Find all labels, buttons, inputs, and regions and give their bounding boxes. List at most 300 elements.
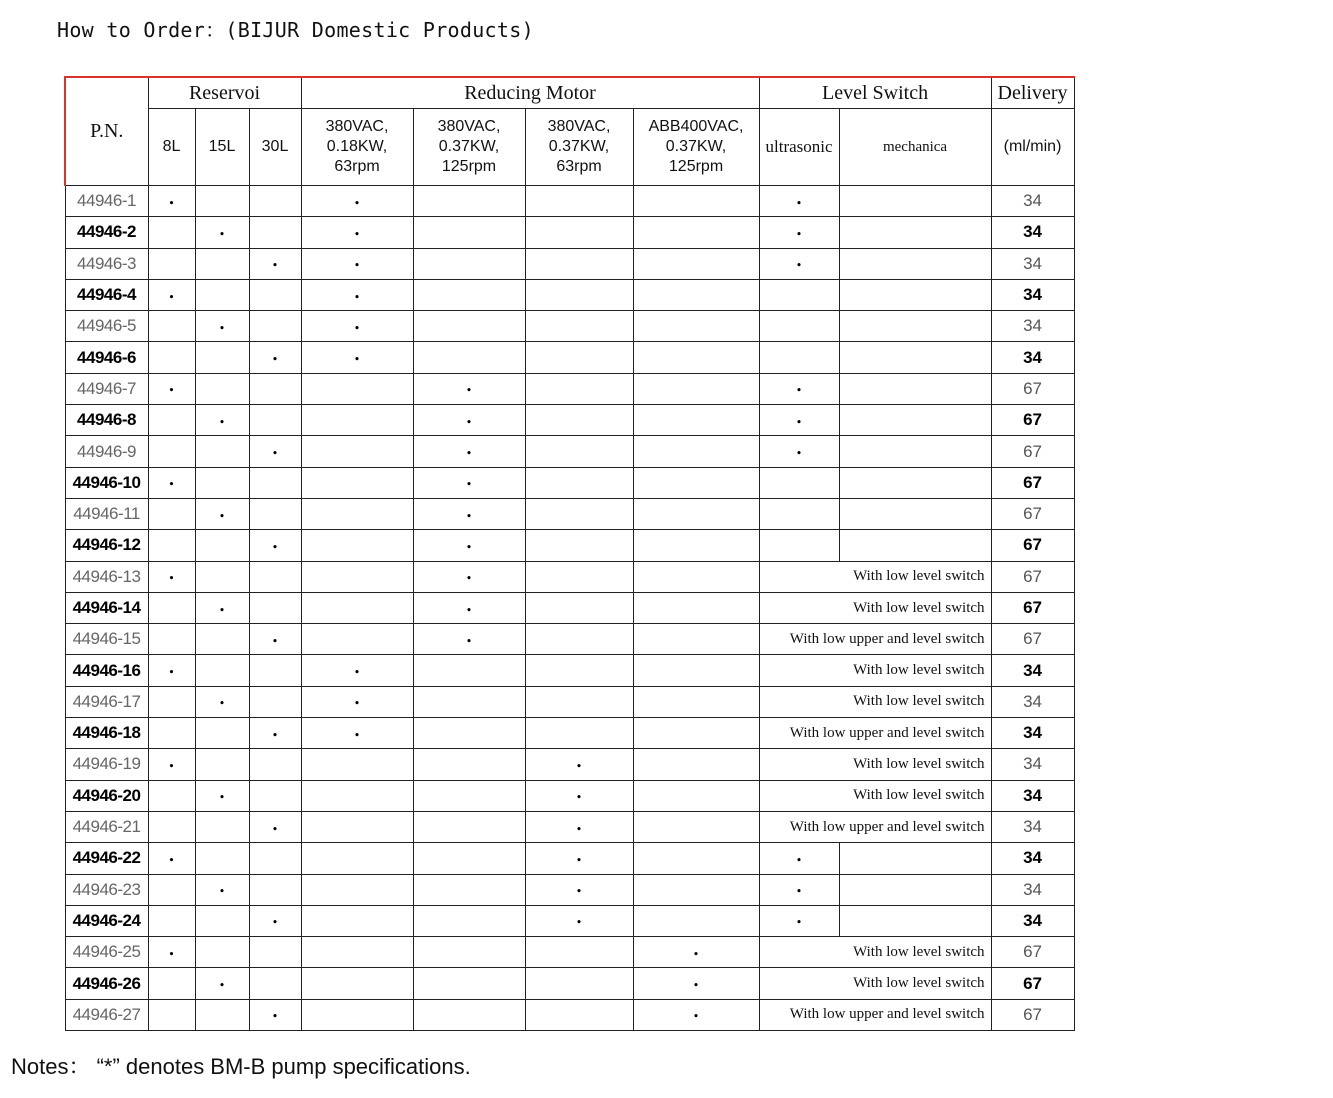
motor-3-cell xyxy=(525,186,633,217)
reservoir-8l-cell xyxy=(148,248,195,279)
reservoir-8l-cell xyxy=(148,405,195,436)
motor-2-cell xyxy=(413,311,525,342)
reservoir-30l-cell xyxy=(249,311,301,342)
delivery-cell: 34 xyxy=(991,342,1074,373)
selected-dot-icon: • xyxy=(795,916,803,930)
reservoir-15l-cell xyxy=(195,217,249,248)
ultrasonic-cell xyxy=(759,874,839,905)
reservoir-15l-cell xyxy=(195,937,249,968)
reservoir-30l-cell xyxy=(249,811,301,842)
selected-dot-icon: • xyxy=(795,885,803,899)
selected-dot-icon: • xyxy=(353,353,361,367)
motor-3-cell xyxy=(525,373,633,404)
reservoir-8l-cell xyxy=(148,686,195,717)
level-switch-text-cell: With low upper and level switch xyxy=(759,811,991,842)
motor-3-cell xyxy=(525,561,633,592)
mechanical-header: mechanica xyxy=(839,109,991,186)
motor-4-cell xyxy=(633,874,759,905)
pn-header: P.N. xyxy=(65,77,148,186)
motor-4-cell xyxy=(633,686,759,717)
selected-dot-icon: • xyxy=(575,885,583,899)
motor-3-cell xyxy=(525,436,633,467)
part-number-cell: 44946-11 xyxy=(65,498,148,529)
notes-text: Notes： “*” denotes BM-B pump specifications. xyxy=(11,1054,471,1079)
selected-dot-icon: • xyxy=(271,822,279,836)
reservoir-15l-cell xyxy=(195,561,249,592)
reservoir-8l-cell xyxy=(148,655,195,686)
reservoir-30l-cell xyxy=(249,498,301,529)
motor-4-cell xyxy=(633,405,759,436)
selected-dot-icon: • xyxy=(795,415,803,429)
motor-2-cell xyxy=(413,248,525,279)
mechanical-cell xyxy=(839,186,991,217)
selected-dot-icon: • xyxy=(465,603,473,617)
motor-1-cell xyxy=(301,874,413,905)
motor-1-cell xyxy=(301,780,413,811)
ultrasonic-cell xyxy=(759,467,839,498)
motor-3-cell xyxy=(525,342,633,373)
delivery-cell: 34 xyxy=(991,843,1074,874)
ultrasonic-cell xyxy=(759,279,839,310)
motor-4-cell xyxy=(633,186,759,217)
part-number-cell: 44946-1 xyxy=(65,186,148,217)
motor-2-cell xyxy=(413,373,525,404)
selected-dot-icon: • xyxy=(465,540,473,554)
reservoir-15l-cell xyxy=(195,999,249,1030)
motor-2-cell xyxy=(413,843,525,874)
part-number-cell: 44946-10 xyxy=(65,467,148,498)
motor-2-cell xyxy=(413,186,525,217)
mechanical-cell xyxy=(839,905,991,936)
motor-2-cell xyxy=(413,624,525,655)
selected-dot-icon: • xyxy=(575,822,583,836)
motor-2-cell xyxy=(413,561,525,592)
motor-3-header: 380VAC, 0.37KW, 63rpm xyxy=(525,109,633,186)
part-number-cell: 44946-21 xyxy=(65,811,148,842)
delivery-cell: 34 xyxy=(991,217,1074,248)
motor-2-cell xyxy=(413,655,525,686)
motor-2-cell xyxy=(413,937,525,968)
motor-3-cell xyxy=(525,811,633,842)
table-row xyxy=(65,279,1074,310)
selected-dot-icon: • xyxy=(168,478,175,492)
delivery-cell: 67 xyxy=(991,561,1074,592)
motor-3-cell xyxy=(525,655,633,686)
motor-4-cell xyxy=(633,592,759,623)
reservoir-8l-cell xyxy=(148,373,195,404)
delivery-cell: 67 xyxy=(991,373,1074,404)
reservoir-15l-cell xyxy=(195,248,249,279)
reservoir-15l-cell xyxy=(195,749,249,780)
motor-2-cell xyxy=(413,530,525,561)
reservoir-15l-cell xyxy=(195,279,249,310)
selected-dot-icon: • xyxy=(465,634,473,648)
reservoir-8l-header: 8L xyxy=(148,109,195,186)
delivery-cell: 34 xyxy=(991,811,1074,842)
motor-3-cell xyxy=(525,937,633,968)
order-table xyxy=(64,76,1075,1031)
selected-dot-icon: • xyxy=(218,885,226,899)
delivery-cell: 34 xyxy=(991,905,1074,936)
motor-4-cell xyxy=(633,561,759,592)
motor-2-cell xyxy=(413,686,525,717)
selected-dot-icon: • xyxy=(795,853,803,867)
table-row xyxy=(65,874,1074,905)
motor-1-cell xyxy=(301,999,413,1030)
reservoir-30l-cell xyxy=(249,530,301,561)
selected-dot-icon: • xyxy=(465,415,473,429)
level-switch-text-cell: With low level switch xyxy=(759,655,991,686)
selected-dot-icon: • xyxy=(271,540,279,554)
ultrasonic-cell xyxy=(759,217,839,248)
part-number-cell: 44946-20 xyxy=(65,780,148,811)
motor-1-cell xyxy=(301,311,413,342)
selected-dot-icon: • xyxy=(353,196,361,210)
part-number-cell: 44946-6 xyxy=(65,342,148,373)
motor-1-cell xyxy=(301,373,413,404)
selected-dot-icon: • xyxy=(692,979,700,993)
table-row xyxy=(65,530,1074,561)
table-row xyxy=(65,686,1074,717)
mechanical-cell xyxy=(839,311,991,342)
reservoir-15l-cell xyxy=(195,686,249,717)
motor-4-cell xyxy=(633,968,759,999)
motor-3-cell xyxy=(525,248,633,279)
motor-4-cell xyxy=(633,937,759,968)
motor-4-cell xyxy=(633,311,759,342)
reservoir-8l-cell xyxy=(148,843,195,874)
motor-3-cell xyxy=(525,530,633,561)
table-row xyxy=(65,655,1074,686)
reservoir-15l-cell xyxy=(195,874,249,905)
delivery-cell: 34 xyxy=(991,311,1074,342)
motor-1-cell xyxy=(301,749,413,780)
selected-dot-icon: • xyxy=(218,697,226,711)
delivery-cell: 34 xyxy=(991,780,1074,811)
motor-3-cell xyxy=(525,999,633,1030)
selected-dot-icon: • xyxy=(692,1010,700,1024)
part-number-cell: 44946-4 xyxy=(65,279,148,310)
selected-dot-icon: • xyxy=(575,853,583,867)
selected-dot-icon: • xyxy=(353,290,361,304)
reservoir-15l-cell xyxy=(195,624,249,655)
table-row xyxy=(65,937,1074,968)
motor-3-cell xyxy=(525,592,633,623)
reservoir-8l-cell xyxy=(148,279,195,310)
motor-4-header: ABB400VAC, 0.37KW, 125rpm xyxy=(633,109,759,186)
selected-dot-icon: • xyxy=(353,666,361,680)
motor-2-cell xyxy=(413,968,525,999)
table-row xyxy=(65,561,1074,592)
reservoir-8l-cell xyxy=(148,937,195,968)
part-number-cell: 44946-9 xyxy=(65,436,148,467)
selected-dot-icon: • xyxy=(271,447,279,461)
delivery-cell: 34 xyxy=(991,686,1074,717)
delivery-cell: 34 xyxy=(991,718,1074,749)
part-number-cell: 44946-24 xyxy=(65,905,148,936)
motor-2-cell xyxy=(413,811,525,842)
reservoir-15l-cell xyxy=(195,311,249,342)
reservoir-30l-cell xyxy=(249,968,301,999)
motor-1-cell xyxy=(301,811,413,842)
reservoir-30l-cell xyxy=(249,780,301,811)
motor-4-cell xyxy=(633,279,759,310)
motor-4-cell xyxy=(633,749,759,780)
reservoir-15l-cell xyxy=(195,811,249,842)
motor-1-cell xyxy=(301,248,413,279)
reservoir-8l-cell xyxy=(148,968,195,999)
motor-3-cell xyxy=(525,749,633,780)
reservoir-30l-cell xyxy=(249,405,301,436)
table-row xyxy=(65,811,1074,842)
reservoir-30l-cell xyxy=(249,843,301,874)
table-row xyxy=(65,498,1074,529)
reservoir-8l-cell xyxy=(148,311,195,342)
selected-dot-icon: • xyxy=(465,384,473,398)
ultrasonic-header: ultrasonic xyxy=(759,109,839,186)
part-number-cell: 44946-5 xyxy=(65,311,148,342)
table-row xyxy=(65,905,1074,936)
ultrasonic-cell xyxy=(759,530,839,561)
reservoir-8l-cell xyxy=(148,811,195,842)
level-switch-text-cell: With low level switch xyxy=(759,749,991,780)
selected-dot-icon: • xyxy=(575,791,583,805)
part-number-cell: 44946-15 xyxy=(65,624,148,655)
motor-3-cell xyxy=(525,686,633,717)
reservoir-30l-cell xyxy=(249,342,301,373)
motor-2-cell xyxy=(413,217,525,248)
delivery-cell: 34 xyxy=(991,279,1074,310)
part-number-cell: 44946-18 xyxy=(65,718,148,749)
selected-dot-icon: • xyxy=(795,196,803,210)
selected-dot-icon: • xyxy=(353,321,361,335)
reservoir-30l-cell xyxy=(249,186,301,217)
table-row xyxy=(65,999,1074,1030)
selected-dot-icon: • xyxy=(218,509,226,523)
motor-3-cell xyxy=(525,843,633,874)
selected-dot-icon: • xyxy=(795,259,803,273)
part-number-cell: 44946-19 xyxy=(65,749,148,780)
delivery-cell: 67 xyxy=(991,968,1074,999)
motor-1-cell xyxy=(301,718,413,749)
selected-dot-icon: • xyxy=(465,572,473,586)
delivery-cell: 67 xyxy=(991,530,1074,561)
motor-4-cell xyxy=(633,436,759,467)
motor-4-cell xyxy=(633,373,759,404)
selected-dot-icon: • xyxy=(168,196,175,210)
selected-dot-icon: • xyxy=(465,447,473,461)
motor-2-header: 380VAC, 0.37KW, 125rpm xyxy=(413,109,525,186)
table-row xyxy=(65,186,1074,217)
delivery-cell: 34 xyxy=(991,749,1074,780)
motor-1-cell xyxy=(301,342,413,373)
mechanical-cell xyxy=(839,342,991,373)
motor-1-cell xyxy=(301,592,413,623)
reservoir-8l-cell xyxy=(148,999,195,1030)
reservoir-30l-cell xyxy=(249,592,301,623)
reservoir-30l-cell xyxy=(249,248,301,279)
motor-1-cell xyxy=(301,686,413,717)
ultrasonic-cell xyxy=(759,248,839,279)
delivery-cell: 67 xyxy=(991,624,1074,655)
reservoir-8l-cell xyxy=(148,342,195,373)
motor-1-cell xyxy=(301,530,413,561)
ultrasonic-cell xyxy=(759,843,839,874)
motor-4-cell xyxy=(633,843,759,874)
reservoir-8l-cell xyxy=(148,498,195,529)
selected-dot-icon: • xyxy=(218,321,226,335)
motor-3-cell xyxy=(525,498,633,529)
mechanical-cell xyxy=(839,498,991,529)
selected-dot-icon: • xyxy=(353,728,361,742)
selected-dot-icon: • xyxy=(168,666,175,680)
reservoir-15l-cell xyxy=(195,968,249,999)
part-number-cell: 44946-2 xyxy=(65,217,148,248)
selected-dot-icon: • xyxy=(271,634,279,648)
motor-2-cell xyxy=(413,279,525,310)
reducing-motor-header: Reducing Motor xyxy=(301,77,759,109)
selected-dot-icon: • xyxy=(465,509,473,523)
table-row xyxy=(65,248,1074,279)
selected-dot-icon: • xyxy=(353,697,361,711)
selected-dot-icon: • xyxy=(218,791,226,805)
reservoir-15l-cell xyxy=(195,843,249,874)
level-switch-header: Level Switch xyxy=(759,77,991,109)
selected-dot-icon: • xyxy=(271,259,279,273)
reservoir-8l-cell xyxy=(148,780,195,811)
motor-4-cell xyxy=(633,811,759,842)
motor-4-cell xyxy=(633,498,759,529)
motor-3-cell xyxy=(525,624,633,655)
reservoir-15l-cell xyxy=(195,718,249,749)
reservoir-15l-cell xyxy=(195,467,249,498)
selected-dot-icon: • xyxy=(795,447,803,461)
motor-2-cell xyxy=(413,874,525,905)
delivery-cell: 67 xyxy=(991,937,1074,968)
level-switch-text-cell: With low upper and level switch xyxy=(759,999,991,1030)
motor-2-cell xyxy=(413,592,525,623)
motor-2-cell xyxy=(413,405,525,436)
reservoir-header: Reservoi xyxy=(148,77,301,109)
part-number-cell: 44946-27 xyxy=(65,999,148,1030)
motor-4-cell xyxy=(633,624,759,655)
ultrasonic-cell xyxy=(759,311,839,342)
part-number-cell: 44946-3 xyxy=(65,248,148,279)
reservoir-30l-cell xyxy=(249,655,301,686)
delivery-header: Delivery xyxy=(991,77,1074,109)
table-row xyxy=(65,624,1074,655)
reservoir-30l-cell xyxy=(249,467,301,498)
reservoir-8l-cell xyxy=(148,592,195,623)
table-row xyxy=(65,373,1074,404)
motor-4-cell xyxy=(633,655,759,686)
reservoir-8l-cell xyxy=(148,749,195,780)
reservoir-8l-cell xyxy=(148,217,195,248)
reservoir-15l-cell xyxy=(195,905,249,936)
reservoir-15l-cell xyxy=(195,405,249,436)
reservoir-30l-cell xyxy=(249,624,301,655)
selected-dot-icon: • xyxy=(168,853,175,867)
reservoir-30l-cell xyxy=(249,718,301,749)
mechanical-cell xyxy=(839,467,991,498)
table-row xyxy=(65,718,1074,749)
selected-dot-icon: • xyxy=(271,1010,279,1024)
motor-2-cell xyxy=(413,905,525,936)
delivery-cell: 34 xyxy=(991,186,1074,217)
delivery-cell: 67 xyxy=(991,592,1074,623)
part-number-cell: 44946-16 xyxy=(65,655,148,686)
part-number-cell: 44946-7 xyxy=(65,373,148,404)
selected-dot-icon: • xyxy=(692,947,700,961)
reservoir-8l-cell xyxy=(148,624,195,655)
motor-2-cell xyxy=(413,467,525,498)
motor-3-cell xyxy=(525,718,633,749)
motor-3-cell xyxy=(525,467,633,498)
table-row xyxy=(65,843,1074,874)
motor-4-cell xyxy=(633,248,759,279)
reservoir-30l-cell xyxy=(249,436,301,467)
delivery-cell: 67 xyxy=(991,467,1074,498)
mechanical-cell xyxy=(839,405,991,436)
mechanical-cell xyxy=(839,530,991,561)
reservoir-30l-header: 30L xyxy=(249,109,301,186)
motor-4-cell xyxy=(633,718,759,749)
selected-dot-icon: • xyxy=(218,603,226,617)
reservoir-30l-cell xyxy=(249,874,301,905)
motor-1-cell xyxy=(301,843,413,874)
level-switch-text-cell: With low level switch xyxy=(759,561,991,592)
reservoir-15l-cell xyxy=(195,342,249,373)
table-row xyxy=(65,749,1074,780)
part-number-cell: 44946-13 xyxy=(65,561,148,592)
motor-2-cell xyxy=(413,749,525,780)
mechanical-cell xyxy=(839,436,991,467)
motor-4-cell xyxy=(633,217,759,248)
motor-4-cell xyxy=(633,342,759,373)
reservoir-30l-cell xyxy=(249,905,301,936)
motor-4-cell xyxy=(633,780,759,811)
motor-1-cell xyxy=(301,217,413,248)
ultrasonic-cell xyxy=(759,436,839,467)
reservoir-15l-cell xyxy=(195,373,249,404)
ultrasonic-cell xyxy=(759,405,839,436)
selected-dot-icon: • xyxy=(168,290,175,304)
reservoir-8l-cell xyxy=(148,561,195,592)
mechanical-cell xyxy=(839,217,991,248)
delivery-cell: 67 xyxy=(991,436,1074,467)
motor-2-cell xyxy=(413,999,525,1030)
selected-dot-icon: • xyxy=(168,572,175,586)
delivery-cell: 34 xyxy=(991,248,1074,279)
selected-dot-icon: • xyxy=(795,384,803,398)
motor-4-cell xyxy=(633,467,759,498)
delivery-cell: 67 xyxy=(991,405,1074,436)
mechanical-cell xyxy=(839,373,991,404)
part-number-cell: 44946-14 xyxy=(65,592,148,623)
page-title: How to Order：(BIJUR Domestic Products) xyxy=(57,18,534,42)
mechanical-cell xyxy=(839,843,991,874)
motor-2-cell xyxy=(413,780,525,811)
order-table-body xyxy=(65,186,1074,1031)
selected-dot-icon: • xyxy=(575,759,583,773)
motor-3-cell xyxy=(525,311,633,342)
selected-dot-icon: • xyxy=(353,259,361,273)
reservoir-15l-cell xyxy=(195,186,249,217)
motor-1-header: 380VAC, 0.18KW, 63rpm xyxy=(301,109,413,186)
part-number-cell: 44946-23 xyxy=(65,874,148,905)
delivery-cell: 34 xyxy=(991,655,1074,686)
reservoir-30l-cell xyxy=(249,217,301,248)
